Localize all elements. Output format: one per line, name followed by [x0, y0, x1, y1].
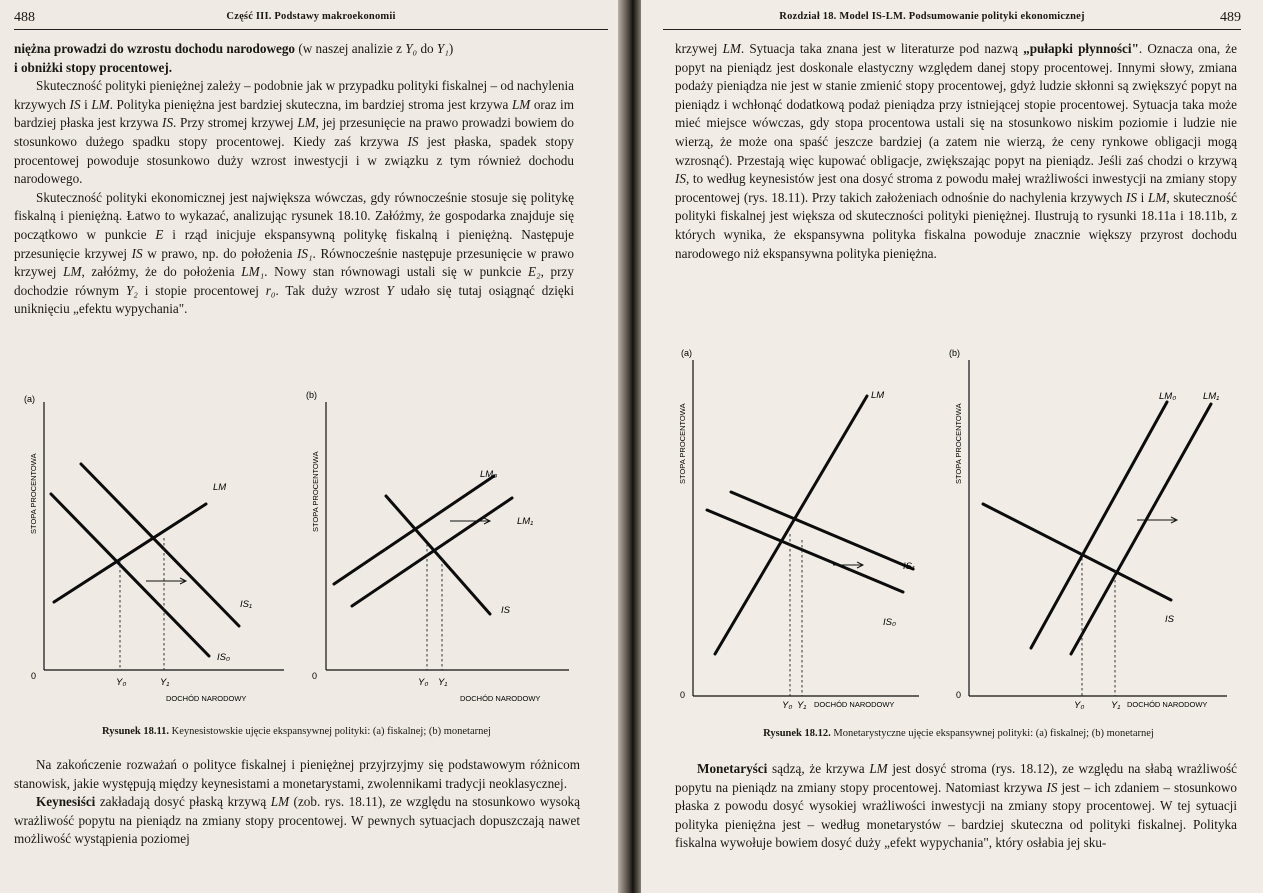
- left-paragraph-5: Keynesiści zakładają dosyć płaską krzywą LM (zob. rys. 18.11), ze względu na stosunkowo wysoką wrażliwość popytu na pieniądz na zmiany stopy procentowej. W pewnych sytuacjach dopuszczają nawet możliwość wystąpienia poziomej: [14, 794, 580, 847]
- left-header-title: Część III. Podstawy makroekonomii: [226, 11, 396, 22]
- origin-label: 0: [312, 671, 318, 681]
- right-paragraph-1: krzywej LM. Sytuacja taka znana jest w literaturze pod nazwą „pułapki płynności". Oznacza ona, że popyt na pieniądz jest doskonale elastyczny względem danej stopy procentowej. Innymi słowy, zmiana podaży pieniądza nie jest w stanie zmienić stopy procentowej, gdyż ludzie skłonni są zwiększyć popyt na pieniądz i wchłonąć dodatkową podaż pieniądza przy istniejącej stopie procentowej. Sytuacja taka może mieć miejsce wówczas, gdy stopa procentowa ustali się na stosunkowo niskim poziomie i ludzie nie wierzą, że może ona spaść jeszcze bardziej (a zatem nie wierzą, że ceny rynkowe obligacji mogą wzrosnąć). Przestają więc kupować obligacje, zwiększając popyt na pieniądz. Jeśli zaś chodzi o krzywą IS, to według keynesistów jest ona dosyć stroma z powodu małej wrażliwości inwestycji na zmiany stopy procentowej (rys. 18.11). Przy takich założeniach odnośnie do nachylenia krzywych IS i LM, skuteczność polityki fiskalnej jest większa od skuteczności polityki pieniężnej. Ilustrują to rysunki 18.11a i 18.11b, z których wynika, że ekspansywna polityka fiskalna powoduje znacznie większy przyrost dochodu narodowego niż ekspansywna polityka pieniężna.: [675, 41, 1237, 261]
- right-header-rule: [663, 29, 1241, 30]
- panel-label-a: (a): [24, 394, 35, 404]
- figure-18-11: [14, 384, 579, 714]
- is-label: IS: [501, 605, 510, 616]
- lm-curve: [715, 396, 867, 654]
- is-curve: [983, 504, 1171, 600]
- left-running-header: [14, 10, 608, 28]
- left-upper-text: [14, 40, 574, 319]
- x-axis-label: DOCHÓD NARODOWY: [1127, 700, 1208, 709]
- lm0-curve: [334, 476, 494, 584]
- right-running-header: [663, 10, 1241, 28]
- figure-18-12-caption: Rysunek 18.12. Monetarystyczne ujęcie ekspansywnej polityki: (a) fiskalnej; (b) monetarnej: [763, 728, 1154, 739]
- left-paragraph-1: niężna prowadzi do wzrostu dochodu narodowego (w naszej analizie z Y₀ do Y₁) i obniżki stopy procentowej.: [14, 41, 454, 75]
- left-paragraph-3: Skuteczność polityki ekonomicznej jest największa wówczas, gdy równocześnie stosuje się politykę fiskalną i pieniężną. Łatwo to wykazać, analizując rysunek 18.10. Załóżmy, że gospodarka znajduje się początkowo w punkcie E i rząd inicjuje ekspansywną politykę fiskalną i pieniężną. Następuje przesunięcie krzywej IS w prawo, np. do położenia IS₁. Równocześnie następuje przesunięcie w prawo krzywej LM, załóżmy, że do położenia LM₁. Nowy stan równowagi ustali się w punkcie E₂, przy dochodzie równym Y₂ i stopie procentowej r₀. Tak duży wzrost Y udało się tutaj osiągnąć dzięki uniknięciu „efektu wypychania".: [14, 189, 575, 317]
- y0-tick-label: Y₀: [1074, 700, 1085, 711]
- is0-label: IS₀: [883, 617, 896, 628]
- right-upper-text: [675, 40, 1237, 263]
- left-paragraph-4: Na zakończenie rozważań o polityce fiskalnej i pieniężnej przyjrzyjmy się podstawowym różnicom stanowisk, jakie występują między keynesistami a monetarystami, zwolennikami tradycji neoklasycznej.: [14, 757, 580, 791]
- origin-label: 0: [956, 690, 962, 700]
- left-page: [0, 0, 622, 893]
- is1-label: IS₁: [240, 599, 252, 610]
- is1-label: IS₁: [903, 561, 915, 572]
- figure-18-11-caption: Rysunek 18.11. Keynesistowskie ujęcie ekspansywnej polityki: (a) fiskalnej; (b) monetarnej: [102, 726, 491, 737]
- lm-label: LM: [871, 390, 885, 401]
- is-label: IS: [1165, 614, 1174, 625]
- lm1-label: LM₁: [1203, 391, 1220, 402]
- y-axis-label: STOPA PROCENTOWA: [29, 453, 38, 534]
- lm0-curve: [1031, 402, 1167, 648]
- lm-label: LM: [213, 482, 227, 493]
- left-page-number: 488: [14, 10, 35, 25]
- y-axis-label: STOPA PROCENTOWA: [954, 403, 963, 484]
- y1-tick-label: Y₁: [438, 677, 448, 688]
- is0-label: IS₀: [217, 652, 230, 663]
- x-axis-label: DOCHÓD NARODOWY: [814, 700, 895, 709]
- y1-tick-label: Y₁: [160, 677, 170, 688]
- right-lower-text: [675, 760, 1237, 853]
- left-header-rule: [14, 29, 608, 30]
- y0-tick-label: Y₀: [782, 700, 793, 711]
- lm1-curve: [352, 498, 512, 606]
- figure-18-12a: [678, 348, 919, 711]
- figure-18-12: [671, 342, 1246, 714]
- figure-18-11b: [306, 390, 569, 703]
- x-axis-label: DOCHÓD NARODOWY: [166, 694, 247, 703]
- right-page: [641, 0, 1263, 893]
- panel-label-b: (b): [949, 348, 960, 358]
- right-page-number: 489: [1220, 10, 1241, 25]
- right-header-title: Rozdział 18. Model IS-LM. Podsumowanie polityki ekonomicznej: [779, 11, 1085, 22]
- right-paragraph-2: Monetaryści sądzą, że krzywa LM jest dosyć stroma (rys. 18.12), ze względu na słabą wrażliwość popytu na pieniądz na zmiany stopy procentowej. Natomiast krzywa IS jest – ich zdaniem – stosunkowo płaska z powodu dosyć wysokiej wrażliwości inwestycji na zmiany stopy procentowej. W tej sytuacji polityka pieniężna jest – według monetarystów – bardziej skuteczna od polityki fiskalnej. Polityka fiskalna wywołuje bowiem dosyć duży „efekt wypychania", który osłabia jej sku-: [675, 761, 1237, 851]
- left-paragraph-2: Skuteczność polityki pieniężnej zależy – podobnie jak w przypadku polityki fiskalnej – od nachylenia krzywych IS i LM. Polityka pieniężna jest bardziej skuteczna, im bardziej stroma jest krzywa LM oraz im bardziej płaska jest krzywa IS. Przy stromej krzywej LM, jej przesunięcie na prawo prowadzi bowiem do stosunkowo dużego spadku stopy procentowej. Kiedy zaś krzywa IS jest płaska, spadek stopy procentowej powoduje stosunkowo duży wzrost inwestycji i w związku z tym również dochodu narodowego.: [14, 78, 575, 187]
- lm0-label: LM₀: [480, 469, 498, 480]
- y1-tick-label: Y₁: [797, 700, 807, 711]
- y0-tick-label: Y₀: [116, 677, 127, 688]
- y1-tick-label: Y₁: [1111, 700, 1121, 711]
- lm0-label: LM₀: [1159, 391, 1177, 402]
- figure-18-11a: [24, 394, 284, 703]
- left-lower-text: [14, 756, 580, 849]
- panel-label-b: (b): [306, 390, 317, 400]
- lm1-label: LM₁: [517, 516, 534, 527]
- y0-tick-label: Y₀: [418, 677, 429, 688]
- x-axis-label: DOCHÓD NARODOWY: [460, 694, 541, 703]
- figure-18-12b: [949, 348, 1227, 711]
- y-axis-label: STOPA PROCENTOWA: [678, 403, 687, 484]
- lm1-curve: [1071, 404, 1211, 654]
- y-axis-label: STOPA PROCENTOWA: [311, 451, 320, 532]
- panel-label-a: (a): [681, 348, 692, 358]
- origin-label: 0: [31, 671, 37, 681]
- origin-label: 0: [680, 690, 686, 700]
